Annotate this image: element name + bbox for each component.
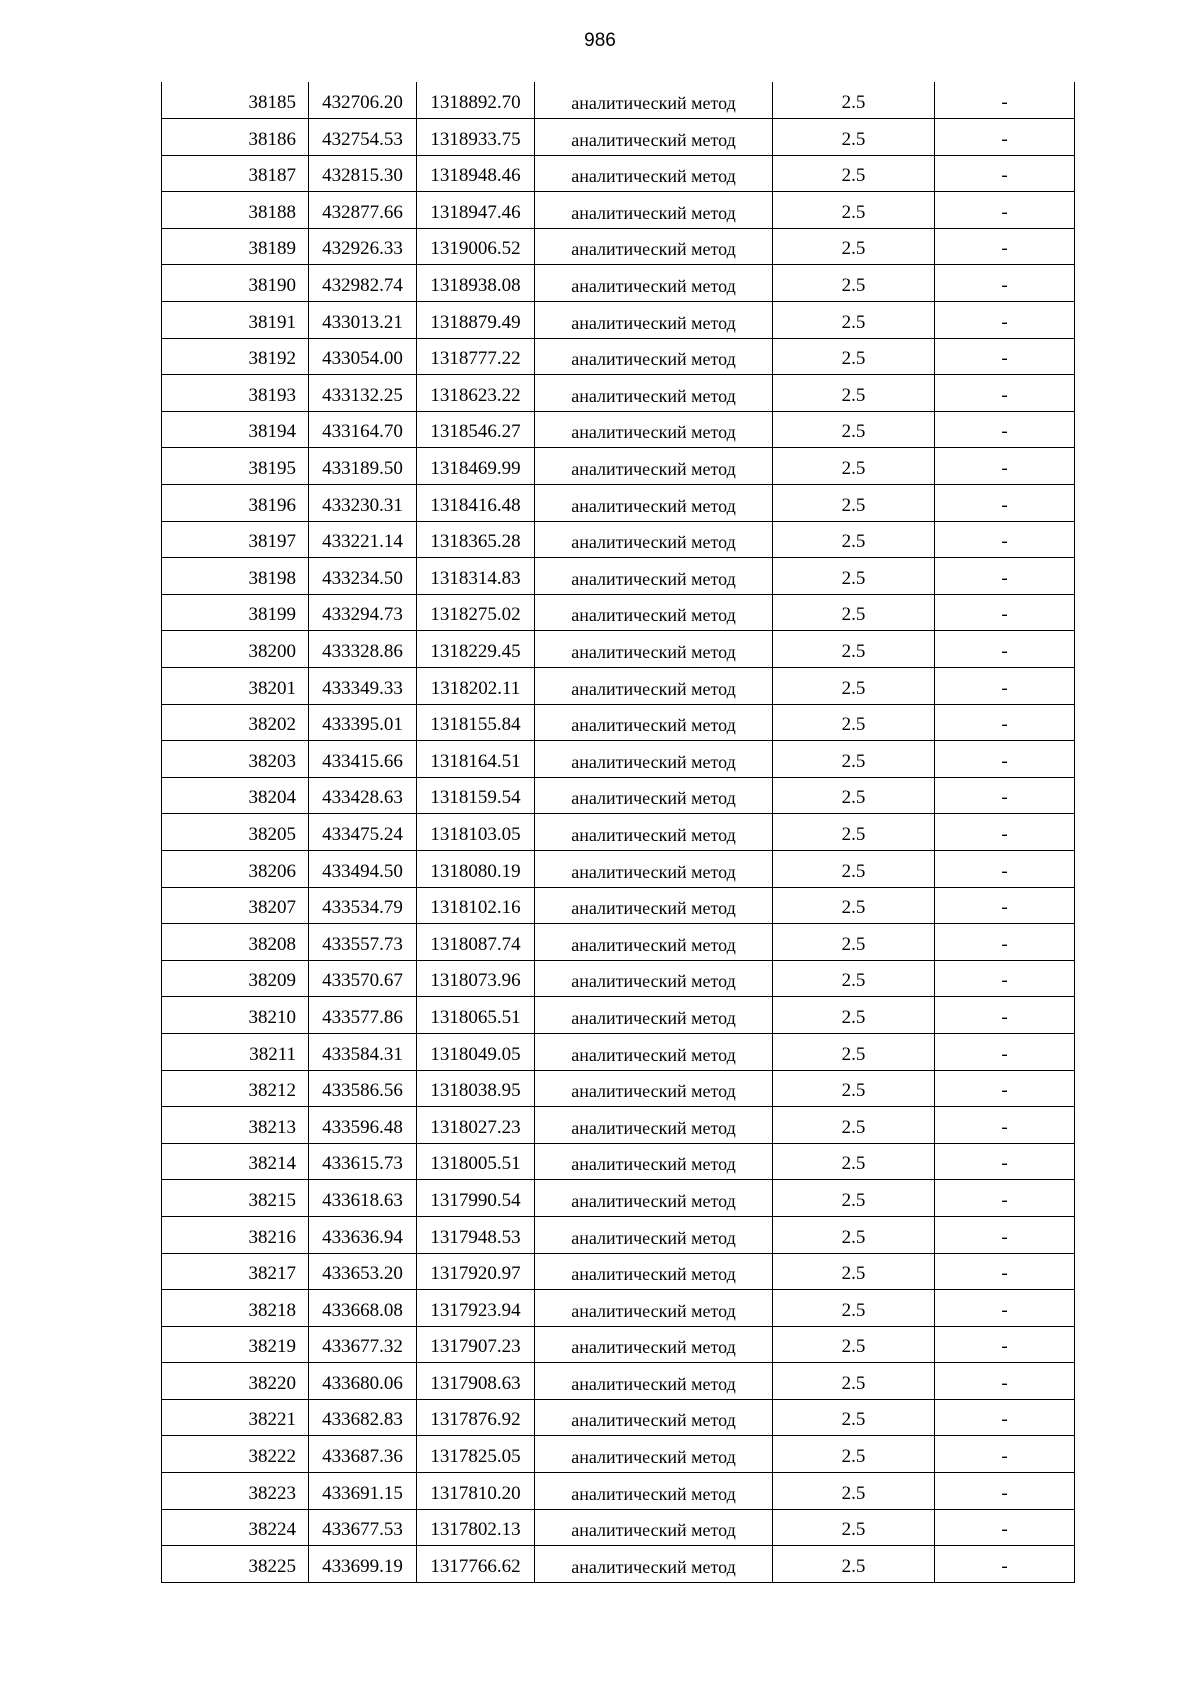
x-coordinate-cell: 433557.73	[309, 924, 417, 961]
table-row	[162, 192, 1075, 229]
x-coordinate-cell: 432815.30	[309, 155, 417, 192]
method-cell: аналитический метод	[535, 704, 773, 741]
point-number-cell: 38209	[162, 960, 309, 997]
accuracy-cell: 2.5	[773, 777, 935, 814]
accuracy-cell: 2.5	[773, 1070, 935, 1107]
accuracy-cell: 2.5	[773, 631, 935, 668]
table-row	[162, 814, 1075, 851]
point-number-cell: 38196	[162, 485, 309, 522]
table-row	[162, 1033, 1075, 1070]
method-cell: аналитический метод	[535, 631, 773, 668]
point-number-cell: 38220	[162, 1363, 309, 1400]
table-row	[162, 411, 1075, 448]
table-row	[162, 228, 1075, 265]
x-coordinate-cell: 433395.01	[309, 704, 417, 741]
table-row	[162, 155, 1075, 192]
x-coordinate-cell: 433534.79	[309, 887, 417, 924]
accuracy-cell: 2.5	[773, 814, 935, 851]
method-cell: аналитический метод	[535, 375, 773, 412]
x-coordinate-cell: 433132.25	[309, 375, 417, 412]
x-coordinate-cell: 433415.66	[309, 741, 417, 778]
note-cell: -	[935, 960, 1075, 997]
method-cell: аналитический метод	[535, 1436, 773, 1473]
table-row	[162, 924, 1075, 961]
note-cell: -	[935, 119, 1075, 156]
table-row	[162, 1363, 1075, 1400]
method-cell: аналитический метод	[535, 1107, 773, 1144]
note-cell: -	[935, 631, 1075, 668]
method-cell: аналитический метод	[535, 1143, 773, 1180]
point-number-cell: 38203	[162, 741, 309, 778]
note-cell: -	[935, 1473, 1075, 1510]
y-coordinate-cell: 1318049.05	[417, 1033, 535, 1070]
note-cell: -	[935, 375, 1075, 412]
note-cell: -	[935, 924, 1075, 961]
table-row	[162, 485, 1075, 522]
accuracy-cell: 2.5	[773, 960, 935, 997]
method-cell: аналитический метод	[535, 192, 773, 229]
accuracy-cell: 2.5	[773, 155, 935, 192]
method-cell: аналитический метод	[535, 1509, 773, 1546]
x-coordinate-cell: 433013.21	[309, 302, 417, 339]
point-number-cell: 38219	[162, 1326, 309, 1363]
x-coordinate-cell: 432877.66	[309, 192, 417, 229]
point-number-cell: 38214	[162, 1143, 309, 1180]
y-coordinate-cell: 1317990.54	[417, 1180, 535, 1217]
y-coordinate-cell: 1317825.05	[417, 1436, 535, 1473]
accuracy-cell: 2.5	[773, 448, 935, 485]
note-cell: -	[935, 1143, 1075, 1180]
note-cell: -	[935, 741, 1075, 778]
point-number-cell: 38189	[162, 228, 309, 265]
table-row	[162, 631, 1075, 668]
point-number-cell: 38194	[162, 411, 309, 448]
accuracy-cell: 2.5	[773, 1546, 935, 1583]
accuracy-cell: 2.5	[773, 1216, 935, 1253]
method-cell: аналитический метод	[535, 1326, 773, 1363]
y-coordinate-cell: 1318159.54	[417, 777, 535, 814]
x-coordinate-cell: 433349.33	[309, 668, 417, 705]
accuracy-cell: 2.5	[773, 668, 935, 705]
method-cell: аналитический метод	[535, 265, 773, 302]
point-number-cell: 38185	[162, 82, 309, 119]
table-row	[162, 1290, 1075, 1327]
table-row	[162, 960, 1075, 997]
point-number-cell: 38193	[162, 375, 309, 412]
method-cell: аналитический метод	[535, 997, 773, 1034]
accuracy-cell: 2.5	[773, 1180, 935, 1217]
y-coordinate-cell: 1318947.46	[417, 192, 535, 229]
table-row	[162, 777, 1075, 814]
method-cell: аналитический метод	[535, 1363, 773, 1400]
y-coordinate-cell: 1318065.51	[417, 997, 535, 1034]
x-coordinate-cell: 433570.67	[309, 960, 417, 997]
x-coordinate-cell: 433221.14	[309, 521, 417, 558]
accuracy-cell: 2.5	[773, 485, 935, 522]
table-row	[162, 1473, 1075, 1510]
method-cell: аналитический метод	[535, 155, 773, 192]
table-row	[162, 704, 1075, 741]
x-coordinate-cell: 433234.50	[309, 558, 417, 595]
x-coordinate-cell: 433691.15	[309, 1473, 417, 1510]
method-cell: аналитический метод	[535, 668, 773, 705]
y-coordinate-cell: 1318365.28	[417, 521, 535, 558]
point-number-cell: 38201	[162, 668, 309, 705]
note-cell: -	[935, 1180, 1075, 1217]
x-coordinate-cell: 433636.94	[309, 1216, 417, 1253]
table-row	[162, 1107, 1075, 1144]
accuracy-cell: 2.5	[773, 192, 935, 229]
point-number-cell: 38188	[162, 192, 309, 229]
y-coordinate-cell: 1318027.23	[417, 1107, 535, 1144]
page-number: 986	[584, 30, 616, 51]
note-cell: -	[935, 1216, 1075, 1253]
method-cell: аналитический метод	[535, 1399, 773, 1436]
note-cell: -	[935, 485, 1075, 522]
coordinates-table-body	[162, 82, 1075, 1582]
y-coordinate-cell: 1317802.13	[417, 1509, 535, 1546]
x-coordinate-cell: 433189.50	[309, 448, 417, 485]
accuracy-cell: 2.5	[773, 594, 935, 631]
note-cell: -	[935, 338, 1075, 375]
table-row	[162, 1326, 1075, 1363]
note-cell: -	[935, 1033, 1075, 1070]
x-coordinate-cell: 433668.08	[309, 1290, 417, 1327]
x-coordinate-cell: 432982.74	[309, 265, 417, 302]
x-coordinate-cell: 433054.00	[309, 338, 417, 375]
table-row	[162, 265, 1075, 302]
y-coordinate-cell: 1317766.62	[417, 1546, 535, 1583]
accuracy-cell: 2.5	[773, 1473, 935, 1510]
note-cell: -	[935, 302, 1075, 339]
method-cell: аналитический метод	[535, 1290, 773, 1327]
method-cell: аналитический метод	[535, 814, 773, 851]
point-number-cell: 38205	[162, 814, 309, 851]
y-coordinate-cell: 1318314.83	[417, 558, 535, 595]
method-cell: аналитический метод	[535, 485, 773, 522]
y-coordinate-cell: 1318892.70	[417, 82, 535, 119]
note-cell: -	[935, 228, 1075, 265]
x-coordinate-cell: 433618.63	[309, 1180, 417, 1217]
y-coordinate-cell: 1318777.22	[417, 338, 535, 375]
note-cell: -	[935, 1107, 1075, 1144]
method-cell: аналитический метод	[535, 924, 773, 961]
y-coordinate-cell: 1318546.27	[417, 411, 535, 448]
note-cell: -	[935, 1509, 1075, 1546]
y-coordinate-cell: 1317948.53	[417, 1216, 535, 1253]
table-row	[162, 1436, 1075, 1473]
x-coordinate-cell: 433328.86	[309, 631, 417, 668]
table-row	[162, 375, 1075, 412]
y-coordinate-cell: 1318469.99	[417, 448, 535, 485]
note-cell: -	[935, 82, 1075, 119]
accuracy-cell: 2.5	[773, 82, 935, 119]
y-coordinate-cell: 1317876.92	[417, 1399, 535, 1436]
method-cell: аналитический метод	[535, 887, 773, 924]
method-cell: аналитический метод	[535, 558, 773, 595]
note-cell: -	[935, 777, 1075, 814]
y-coordinate-cell: 1318038.95	[417, 1070, 535, 1107]
note-cell: -	[935, 265, 1075, 302]
y-coordinate-cell: 1318087.74	[417, 924, 535, 961]
x-coordinate-cell: 433577.86	[309, 997, 417, 1034]
accuracy-cell: 2.5	[773, 375, 935, 412]
x-coordinate-cell: 433584.31	[309, 1033, 417, 1070]
accuracy-cell: 2.5	[773, 924, 935, 961]
table-row	[162, 1143, 1075, 1180]
note-cell: -	[935, 448, 1075, 485]
accuracy-cell: 2.5	[773, 1436, 935, 1473]
point-number-cell: 38217	[162, 1253, 309, 1290]
point-number-cell: 38212	[162, 1070, 309, 1107]
x-coordinate-cell: 433494.50	[309, 850, 417, 887]
method-cell: аналитический метод	[535, 448, 773, 485]
accuracy-cell: 2.5	[773, 521, 935, 558]
note-cell: -	[935, 887, 1075, 924]
y-coordinate-cell: 1318879.49	[417, 302, 535, 339]
table-row	[162, 1070, 1075, 1107]
note-cell: -	[935, 814, 1075, 851]
point-number-cell: 38191	[162, 302, 309, 339]
table-row	[162, 741, 1075, 778]
y-coordinate-cell: 1318202.11	[417, 668, 535, 705]
accuracy-cell: 2.5	[773, 887, 935, 924]
accuracy-cell: 2.5	[773, 1399, 935, 1436]
x-coordinate-cell: 433230.31	[309, 485, 417, 522]
y-coordinate-cell: 1317923.94	[417, 1290, 535, 1327]
accuracy-cell: 2.5	[773, 704, 935, 741]
accuracy-cell: 2.5	[773, 1509, 935, 1546]
note-cell: -	[935, 850, 1075, 887]
table-row	[162, 119, 1075, 156]
point-number-cell: 38202	[162, 704, 309, 741]
x-coordinate-cell: 433475.24	[309, 814, 417, 851]
table-row	[162, 997, 1075, 1034]
x-coordinate-cell: 433682.83	[309, 1399, 417, 1436]
method-cell: аналитический метод	[535, 594, 773, 631]
point-number-cell: 38187	[162, 155, 309, 192]
x-coordinate-cell: 433680.06	[309, 1363, 417, 1400]
accuracy-cell: 2.5	[773, 1326, 935, 1363]
accuracy-cell: 2.5	[773, 265, 935, 302]
accuracy-cell: 2.5	[773, 302, 935, 339]
method-cell: аналитический метод	[535, 1070, 773, 1107]
point-number-cell: 38206	[162, 850, 309, 887]
point-number-cell: 38215	[162, 1180, 309, 1217]
method-cell: аналитический метод	[535, 1216, 773, 1253]
y-coordinate-cell: 1318080.19	[417, 850, 535, 887]
x-coordinate-cell: 433677.32	[309, 1326, 417, 1363]
method-cell: аналитический метод	[535, 302, 773, 339]
accuracy-cell: 2.5	[773, 997, 935, 1034]
note-cell: -	[935, 1290, 1075, 1327]
x-coordinate-cell: 433687.36	[309, 1436, 417, 1473]
x-coordinate-cell: 433699.19	[309, 1546, 417, 1583]
accuracy-cell: 2.5	[773, 1143, 935, 1180]
table-row	[162, 594, 1075, 631]
point-number-cell: 38197	[162, 521, 309, 558]
point-number-cell: 38221	[162, 1399, 309, 1436]
table-row	[162, 1180, 1075, 1217]
note-cell: -	[935, 192, 1075, 229]
point-number-cell: 38216	[162, 1216, 309, 1253]
x-coordinate-cell: 433428.63	[309, 777, 417, 814]
y-coordinate-cell: 1317920.97	[417, 1253, 535, 1290]
table-row	[162, 1399, 1075, 1436]
method-cell: аналитический метод	[535, 1253, 773, 1290]
point-number-cell: 38192	[162, 338, 309, 375]
note-cell: -	[935, 1253, 1075, 1290]
point-number-cell: 38208	[162, 924, 309, 961]
x-coordinate-cell: 433294.73	[309, 594, 417, 631]
point-number-cell: 38195	[162, 448, 309, 485]
y-coordinate-cell: 1318103.05	[417, 814, 535, 851]
note-cell: -	[935, 668, 1075, 705]
method-cell: аналитический метод	[535, 1473, 773, 1510]
point-number-cell: 38210	[162, 997, 309, 1034]
method-cell: аналитический метод	[535, 228, 773, 265]
note-cell: -	[935, 1363, 1075, 1400]
x-coordinate-cell: 433586.56	[309, 1070, 417, 1107]
note-cell: -	[935, 704, 1075, 741]
method-cell: аналитический метод	[535, 960, 773, 997]
note-cell: -	[935, 1070, 1075, 1107]
note-cell: -	[935, 155, 1075, 192]
note-cell: -	[935, 1436, 1075, 1473]
point-number-cell: 38222	[162, 1436, 309, 1473]
x-coordinate-cell: 433596.48	[309, 1107, 417, 1144]
method-cell: аналитический метод	[535, 1180, 773, 1217]
note-cell: -	[935, 1399, 1075, 1436]
y-coordinate-cell: 1319006.52	[417, 228, 535, 265]
y-coordinate-cell: 1318275.02	[417, 594, 535, 631]
method-cell: аналитический метод	[535, 82, 773, 119]
accuracy-cell: 2.5	[773, 1290, 935, 1327]
method-cell: аналитический метод	[535, 850, 773, 887]
note-cell: -	[935, 997, 1075, 1034]
table-row	[162, 521, 1075, 558]
y-coordinate-cell: 1318102.16	[417, 887, 535, 924]
table-row	[162, 82, 1075, 119]
x-coordinate-cell: 432926.33	[309, 228, 417, 265]
table-row	[162, 850, 1075, 887]
table-row	[162, 1509, 1075, 1546]
table-row	[162, 558, 1075, 595]
note-cell: -	[935, 1326, 1075, 1363]
accuracy-cell: 2.5	[773, 228, 935, 265]
accuracy-cell: 2.5	[773, 338, 935, 375]
note-cell: -	[935, 1546, 1075, 1583]
point-number-cell: 38223	[162, 1473, 309, 1510]
point-number-cell: 38198	[162, 558, 309, 595]
point-number-cell: 38186	[162, 119, 309, 156]
method-cell: аналитический метод	[535, 119, 773, 156]
accuracy-cell: 2.5	[773, 1253, 935, 1290]
method-cell: аналитический метод	[535, 741, 773, 778]
point-number-cell: 38224	[162, 1509, 309, 1546]
accuracy-cell: 2.5	[773, 558, 935, 595]
point-number-cell: 38199	[162, 594, 309, 631]
coordinates-table	[161, 82, 1075, 1583]
x-coordinate-cell: 433677.53	[309, 1509, 417, 1546]
accuracy-cell: 2.5	[773, 119, 935, 156]
point-number-cell: 38190	[162, 265, 309, 302]
table-row	[162, 448, 1075, 485]
note-cell: -	[935, 521, 1075, 558]
table-row	[162, 1216, 1075, 1253]
table-row	[162, 1253, 1075, 1290]
accuracy-cell: 2.5	[773, 1363, 935, 1400]
note-cell: -	[935, 594, 1075, 631]
table-row	[162, 887, 1075, 924]
y-coordinate-cell: 1318416.48	[417, 485, 535, 522]
y-coordinate-cell: 1318623.22	[417, 375, 535, 412]
table-row	[162, 668, 1075, 705]
point-number-cell: 38207	[162, 887, 309, 924]
x-coordinate-cell: 432706.20	[309, 82, 417, 119]
y-coordinate-cell: 1318229.45	[417, 631, 535, 668]
table-row	[162, 302, 1075, 339]
point-number-cell: 38225	[162, 1546, 309, 1583]
point-number-cell: 38211	[162, 1033, 309, 1070]
y-coordinate-cell: 1318933.75	[417, 119, 535, 156]
table-row	[162, 338, 1075, 375]
method-cell: аналитический метод	[535, 777, 773, 814]
method-cell: аналитический метод	[535, 411, 773, 448]
method-cell: аналитический метод	[535, 521, 773, 558]
accuracy-cell: 2.5	[773, 741, 935, 778]
y-coordinate-cell: 1318948.46	[417, 155, 535, 192]
y-coordinate-cell: 1318155.84	[417, 704, 535, 741]
y-coordinate-cell: 1317908.63	[417, 1363, 535, 1400]
point-number-cell: 38204	[162, 777, 309, 814]
y-coordinate-cell: 1318005.51	[417, 1143, 535, 1180]
method-cell: аналитический метод	[535, 338, 773, 375]
x-coordinate-cell: 433164.70	[309, 411, 417, 448]
note-cell: -	[935, 558, 1075, 595]
accuracy-cell: 2.5	[773, 850, 935, 887]
point-number-cell: 38200	[162, 631, 309, 668]
x-coordinate-cell: 433615.73	[309, 1143, 417, 1180]
table-row	[162, 1546, 1075, 1583]
y-coordinate-cell: 1318164.51	[417, 741, 535, 778]
point-number-cell: 38213	[162, 1107, 309, 1144]
method-cell: аналитический метод	[535, 1546, 773, 1583]
accuracy-cell: 2.5	[773, 411, 935, 448]
method-cell: аналитический метод	[535, 1033, 773, 1070]
x-coordinate-cell: 433653.20	[309, 1253, 417, 1290]
accuracy-cell: 2.5	[773, 1107, 935, 1144]
y-coordinate-cell: 1318073.96	[417, 960, 535, 997]
y-coordinate-cell: 1318938.08	[417, 265, 535, 302]
x-coordinate-cell: 432754.53	[309, 119, 417, 156]
note-cell: -	[935, 411, 1075, 448]
y-coordinate-cell: 1317810.20	[417, 1473, 535, 1510]
point-number-cell: 38218	[162, 1290, 309, 1327]
y-coordinate-cell: 1317907.23	[417, 1326, 535, 1363]
accuracy-cell: 2.5	[773, 1033, 935, 1070]
